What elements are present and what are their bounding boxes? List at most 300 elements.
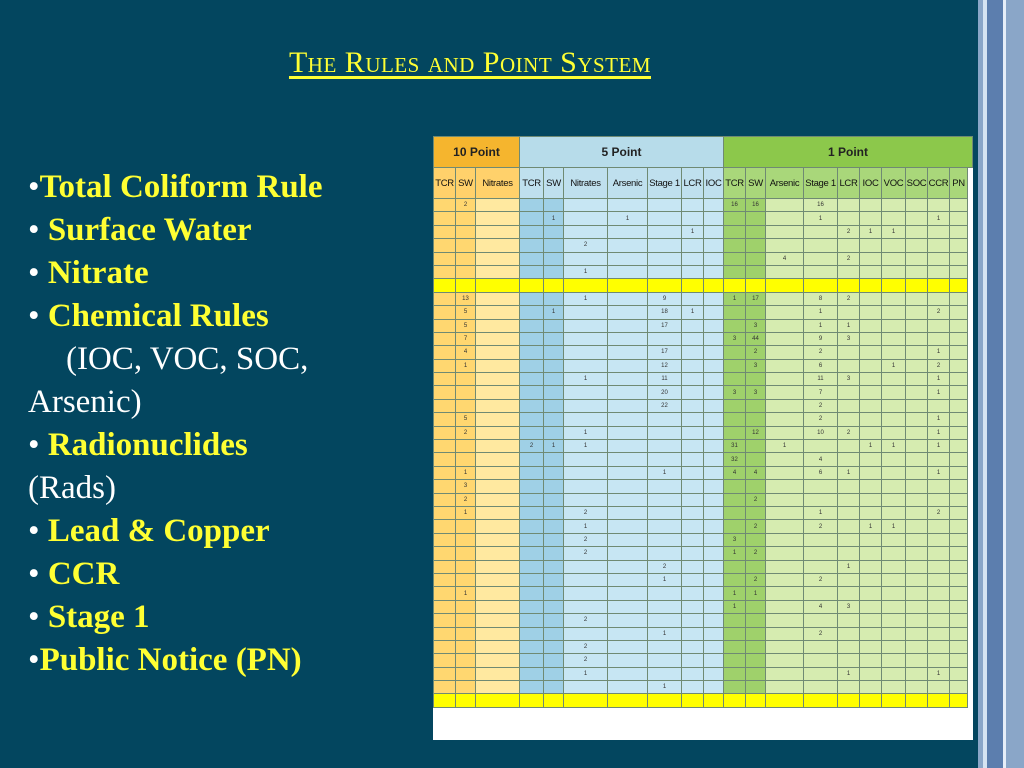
bullet-marker: • (28, 556, 48, 592)
table-cell (544, 413, 564, 426)
table-cell (906, 440, 928, 453)
table-cell (608, 373, 648, 386)
table-cell (682, 587, 704, 600)
table-cell (860, 466, 882, 479)
table-cell (804, 239, 838, 252)
table-cell (544, 453, 564, 466)
table-cell (520, 520, 544, 533)
table-cell (950, 332, 968, 345)
table-row (434, 587, 973, 600)
table-cell (950, 587, 968, 600)
table-cell (950, 306, 968, 319)
table-cell (860, 346, 882, 359)
table-cell (860, 667, 882, 680)
table-cell (648, 480, 682, 493)
table-cell (804, 614, 838, 627)
table-cell (648, 614, 682, 627)
table-cell (906, 640, 928, 653)
table-cell (434, 426, 456, 439)
table-cell (928, 614, 950, 627)
table-cell (544, 654, 564, 667)
table-cell (456, 694, 476, 707)
table-cell (950, 480, 968, 493)
table-cell (434, 573, 456, 586)
table-cell (476, 346, 520, 359)
table-cell (476, 386, 520, 399)
table-cell (544, 466, 564, 479)
table-cell (724, 239, 746, 252)
bullet-item (28, 209, 428, 252)
table-row (434, 667, 973, 680)
table-cell (704, 359, 724, 372)
table-cell: 2 (804, 573, 838, 586)
table-cell (746, 681, 766, 694)
table-cell (860, 426, 882, 439)
table-cell (950, 212, 968, 225)
table-cell (860, 547, 882, 560)
table-cell (704, 547, 724, 560)
table-cell (608, 466, 648, 479)
slide-border-stripe (987, 0, 1003, 768)
table-cell (704, 426, 724, 439)
table-cell (648, 426, 682, 439)
table-cell (682, 399, 704, 412)
table-cell (544, 199, 564, 212)
table-cell (766, 265, 804, 278)
table-cell (746, 667, 766, 680)
table-cell (804, 265, 838, 278)
table-cell (564, 466, 608, 479)
table-cell (648, 413, 682, 426)
table-cell (434, 587, 456, 600)
bullet-item (28, 467, 428, 510)
table-cell (838, 493, 860, 506)
table-cell (860, 399, 882, 412)
table-cell (906, 346, 928, 359)
table-cell (476, 627, 520, 640)
table-cell: 2 (564, 506, 608, 519)
column-header: IOC (704, 168, 724, 199)
table-cell (476, 614, 520, 627)
table-cell: 3 (746, 319, 766, 332)
table-cell (860, 560, 882, 573)
table-cell (882, 600, 906, 613)
table-cell (704, 640, 724, 653)
table-cell (648, 225, 682, 238)
table-cell (608, 480, 648, 493)
table-cell (724, 413, 746, 426)
table-cell (608, 346, 648, 359)
table-cell (766, 681, 804, 694)
table-cell (950, 560, 968, 573)
bullet-text: (IOC, VOC, SOC, (66, 341, 309, 377)
table-cell (564, 212, 608, 225)
table-cell (520, 681, 544, 694)
table-cell (746, 279, 766, 292)
table-cell (434, 265, 456, 278)
table-cell (882, 265, 906, 278)
table-cell (564, 346, 608, 359)
table-cell: 1 (928, 466, 950, 479)
table-cell (838, 306, 860, 319)
table-cell (682, 493, 704, 506)
table-cell (882, 292, 906, 305)
table-cell (704, 373, 724, 386)
table-cell (682, 600, 704, 613)
table-cell (906, 506, 928, 519)
table-cell: 1 (928, 667, 950, 680)
table-cell: 10 (804, 426, 838, 439)
bullet-marker: • (28, 255, 48, 291)
table-cell (476, 426, 520, 439)
table-cell: 1 (564, 265, 608, 278)
table-cell (608, 520, 648, 533)
table-cell (608, 426, 648, 439)
table-cell (520, 547, 544, 560)
table-cell (838, 681, 860, 694)
table-cell (882, 212, 906, 225)
table-cell (476, 199, 520, 212)
table-cell (882, 386, 906, 399)
bullet-item (28, 424, 428, 467)
table-cell (434, 453, 456, 466)
table-cell (746, 480, 766, 493)
table-row (434, 199, 973, 212)
table-cell (950, 373, 968, 386)
table-cell (804, 279, 838, 292)
table-cell (456, 373, 476, 386)
table-cell (882, 426, 906, 439)
table-cell (704, 212, 724, 225)
table-row (434, 573, 973, 586)
table-cell (476, 399, 520, 412)
table-cell (766, 279, 804, 292)
table-cell (906, 332, 928, 345)
table-cell (766, 199, 804, 212)
table-cell: 2 (564, 239, 608, 252)
table-cell (906, 413, 928, 426)
table-cell (860, 239, 882, 252)
table-row (434, 359, 973, 372)
bullet-marker: • (28, 212, 48, 248)
table-cell: 1 (766, 440, 804, 453)
table-cell (882, 587, 906, 600)
table-cell: 3 (746, 359, 766, 372)
table-cell (860, 587, 882, 600)
table-cell (704, 667, 724, 680)
table-cell (906, 359, 928, 372)
table-cell (950, 292, 968, 305)
table-cell (476, 359, 520, 372)
table-cell (434, 239, 456, 252)
table-cell (608, 225, 648, 238)
table-cell: 2 (838, 292, 860, 305)
table-cell (682, 332, 704, 345)
table-cell (434, 493, 456, 506)
table-cell (950, 239, 968, 252)
table-row (434, 239, 973, 252)
table-cell (724, 306, 746, 319)
table-cell (608, 681, 648, 694)
table-cell (766, 600, 804, 613)
table-cell (704, 413, 724, 426)
table-cell (544, 547, 564, 560)
table-cell (520, 413, 544, 426)
table-cell (704, 319, 724, 332)
table-cell: 3 (838, 600, 860, 613)
table-cell (434, 332, 456, 345)
table-cell (766, 212, 804, 225)
bullet-item (28, 295, 428, 338)
slide-border-stripe (1006, 0, 1024, 768)
table-cell (860, 279, 882, 292)
table-cell: 1 (564, 426, 608, 439)
table-cell (724, 573, 746, 586)
table-cell (724, 279, 746, 292)
table-cell (682, 319, 704, 332)
table-row (434, 413, 973, 426)
table-cell (682, 386, 704, 399)
table-cell (882, 453, 906, 466)
table-cell (882, 694, 906, 707)
table-cell (724, 627, 746, 640)
table-cell (434, 560, 456, 573)
table-cell (838, 279, 860, 292)
table-cell (476, 279, 520, 292)
table-cell (838, 440, 860, 453)
table-cell (766, 239, 804, 252)
bullet-marker: • (28, 513, 48, 549)
table-cell (704, 614, 724, 627)
table-cell (950, 506, 968, 519)
table-cell (544, 319, 564, 332)
column-header: TCR (520, 168, 544, 199)
table-row (434, 600, 973, 613)
table-cell (928, 225, 950, 238)
table-cell (434, 386, 456, 399)
table-cell (928, 654, 950, 667)
table-cell (766, 359, 804, 372)
table-cell (520, 212, 544, 225)
table-cell (476, 694, 520, 707)
table-cell (882, 681, 906, 694)
table-cell (608, 640, 648, 653)
table-cell: 1 (544, 440, 564, 453)
table-cell (648, 212, 682, 225)
table-cell (682, 453, 704, 466)
table-cell (456, 453, 476, 466)
table-cell (434, 373, 456, 386)
table-cell (682, 614, 704, 627)
table-cell: 2 (928, 359, 950, 372)
table-cell (838, 413, 860, 426)
table-cell (724, 681, 746, 694)
table-cell: 1 (564, 292, 608, 305)
table-cell (950, 199, 968, 212)
table-cell (520, 332, 544, 345)
table-cell (682, 667, 704, 680)
table-cell (882, 319, 906, 332)
table-cell (746, 265, 766, 278)
table-cell: 1 (928, 346, 950, 359)
table-cell (476, 306, 520, 319)
table-cell (766, 493, 804, 506)
table-cell (564, 587, 608, 600)
table-cell (950, 399, 968, 412)
table-cell (434, 520, 456, 533)
table-cell (746, 306, 766, 319)
table-cell (648, 239, 682, 252)
table-cell (928, 627, 950, 640)
table-cell (520, 252, 544, 265)
table-cell (564, 319, 608, 332)
table-cell (838, 359, 860, 372)
table-cell: 1 (860, 520, 882, 533)
table-cell (928, 533, 950, 546)
table-cell (608, 279, 648, 292)
table-cell: 1 (724, 547, 746, 560)
table-cell (648, 332, 682, 345)
table-cell (724, 212, 746, 225)
table-cell (608, 306, 648, 319)
table-cell (766, 346, 804, 359)
table-cell (564, 413, 608, 426)
table-cell (882, 199, 906, 212)
table-row (434, 493, 973, 506)
table-cell (682, 265, 704, 278)
table-cell (704, 466, 724, 479)
table-cell (682, 199, 704, 212)
table-cell (950, 386, 968, 399)
table-cell: 1 (456, 506, 476, 519)
table-row (434, 373, 973, 386)
table-cell (608, 399, 648, 412)
table-cell (520, 426, 544, 439)
table-cell: 13 (456, 292, 476, 305)
table-cell (456, 520, 476, 533)
table-cell (456, 265, 476, 278)
table-cell (476, 292, 520, 305)
table-cell (520, 573, 544, 586)
table-row (434, 252, 973, 265)
table-cell (520, 506, 544, 519)
table-cell (456, 440, 476, 453)
table-cell (928, 681, 950, 694)
points-group-header: 10 Point (434, 137, 520, 168)
column-header: LCR (682, 168, 704, 199)
table-cell (882, 640, 906, 653)
table-cell (608, 506, 648, 519)
table-cell (766, 506, 804, 519)
table-cell (950, 681, 968, 694)
table-row (434, 225, 973, 238)
table-cell (476, 640, 520, 653)
table-cell (544, 265, 564, 278)
table-cell (860, 265, 882, 278)
table-cell (608, 600, 648, 613)
table-cell (476, 466, 520, 479)
table-cell (520, 480, 544, 493)
table-cell: 2 (804, 399, 838, 412)
table-cell (564, 332, 608, 345)
table-cell (882, 573, 906, 586)
column-header: Stage 1 (804, 168, 838, 199)
table-cell (746, 252, 766, 265)
table-cell (434, 547, 456, 560)
table-cell (544, 520, 564, 533)
table-cell (608, 587, 648, 600)
column-header: Nitrates (476, 168, 520, 199)
table-cell (704, 506, 724, 519)
table-cell (520, 346, 544, 359)
table-cell (682, 466, 704, 479)
table-cell (724, 252, 746, 265)
table-cell: 2 (564, 654, 608, 667)
table-cell (520, 306, 544, 319)
table-cell (704, 440, 724, 453)
table-cell (564, 386, 608, 399)
table-cell (520, 533, 544, 546)
table-cell (648, 279, 682, 292)
table-cell: 6 (804, 359, 838, 372)
table-cell (838, 265, 860, 278)
table-cell (928, 560, 950, 573)
table-cell: 20 (648, 386, 682, 399)
table-cell (648, 533, 682, 546)
table-cell (860, 480, 882, 493)
table-cell: 44 (746, 332, 766, 345)
table-cell: 9 (804, 332, 838, 345)
table-cell (882, 252, 906, 265)
table-cell (860, 332, 882, 345)
table-cell (456, 560, 476, 573)
table-cell (804, 667, 838, 680)
table-cell (434, 292, 456, 305)
table-cell: 1 (544, 212, 564, 225)
table-cell (682, 654, 704, 667)
table-cell (434, 640, 456, 653)
table-cell: 32 (724, 453, 746, 466)
table-cell (950, 654, 968, 667)
table-cell: 2 (564, 547, 608, 560)
table-cell (882, 547, 906, 560)
table-cell (766, 667, 804, 680)
table-cell (860, 533, 882, 546)
table-cell (766, 654, 804, 667)
rules-bullet-list (28, 166, 428, 682)
table-cell (544, 506, 564, 519)
table-cell: 4 (766, 252, 804, 265)
table-cell (804, 587, 838, 600)
table-cell: 4 (746, 466, 766, 479)
table-cell (544, 292, 564, 305)
table-cell (906, 373, 928, 386)
table-cell: 7 (804, 386, 838, 399)
table-cell: 2 (564, 614, 608, 627)
table-cell: 1 (928, 212, 950, 225)
table-cell: 1 (928, 386, 950, 399)
table-cell (564, 279, 608, 292)
bullet-marker: • (28, 169, 40, 205)
table-cell (682, 506, 704, 519)
table-cell (906, 386, 928, 399)
table-row (434, 319, 973, 332)
table-cell (804, 493, 838, 506)
table-cell (950, 413, 968, 426)
table-cell (544, 667, 564, 680)
bullet-item (28, 338, 428, 381)
bullet-text: Arsenic) (28, 384, 142, 420)
